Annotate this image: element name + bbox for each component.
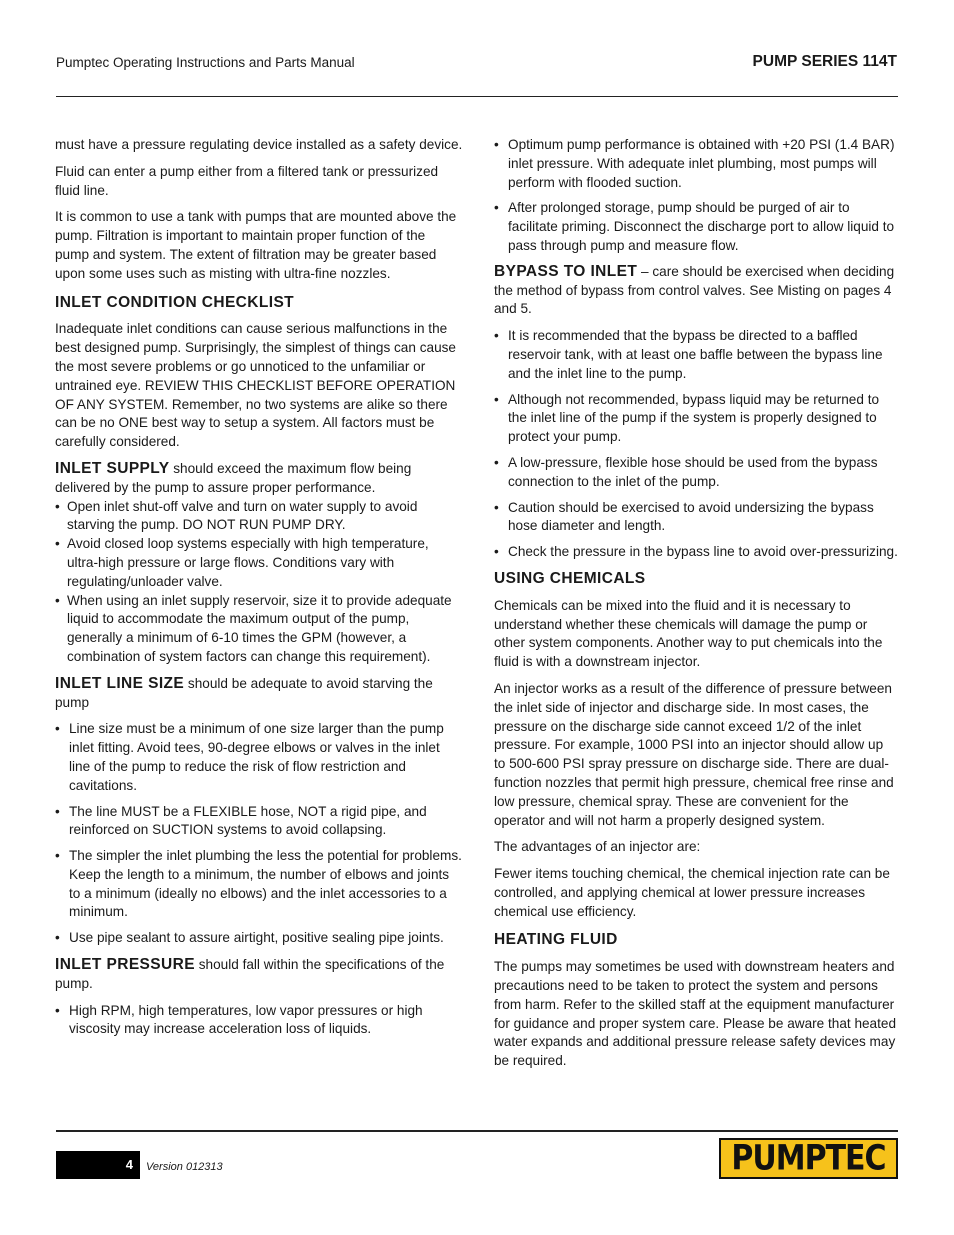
right-column xyxy=(494,136,898,1079)
inlet-supply-text: should exceed the maximum flow being delivered by the pump to assure proper performance. xyxy=(55,460,412,495)
list-item: • Although not recommended, bypass liquid may be returned to the inlet line of the pump if the system is properly designed to protect your pump. xyxy=(494,391,898,447)
list-item: • When using an inlet supply reservoir, size it to provide adequate liquid to accommodate the maximum output of the pump, generally a minimum of 6-10 times the GPM (however, a combination of system factors can change this requirement). xyxy=(55,592,463,667)
list-item: • Use pipe sealant to assure airtight, positive sealing pipe joints. xyxy=(55,929,463,948)
inlet-pressure-tips-list xyxy=(494,136,898,256)
heating-paragraph: The pumps may sometimes be used with downstream heaters and precautions need to be taken to protect the system and persons from harm. Refer to the skilled staff at the equipment manufacturer for guidance and proper system care. Please be aware that heated water expands and additional pressure release safety devices may be required. xyxy=(494,959,897,1069)
inlet-supply-intro xyxy=(55,460,463,498)
inlet-supply-list xyxy=(55,498,463,667)
chemicals-paragraph: The advantages of an injector are: xyxy=(494,839,701,855)
intro-paragraph: Fluid can enter a pump either from a filtered tank or pressurized fluid line. xyxy=(55,163,439,198)
bypass-list xyxy=(494,327,898,562)
list-item: • The simpler the inlet plumbing the less the potential for problems. Keep the length to a minimum, the number of elbows and joints to a minimum (ideally no elbows) and the inlet accessories to a minimum. xyxy=(55,847,463,922)
chemicals-paragraph: An injector works as a result of the difference of pressure between the inlet side of injector and discharge side. In most cases, the pressure on the discharge side cannot exceed 1/2 of the inlet pressure. For example, 1000 PSI into an injector should allow up to 500-600 PSI spray pressure on discharge side. There are dual-function nozzles that permit high pressure, chemical free rinse and low pressure, chemical spray. These are convenient for the operator and will not harm a properly designed system. xyxy=(494,680,894,828)
pumptec-logo xyxy=(719,1138,898,1179)
header-divider xyxy=(56,96,898,97)
list-item: • Open inlet shut-off valve and turn on water supply to avoid starving the pump. DO NOT RUN PUMP DRY. xyxy=(55,498,463,536)
page-number-box xyxy=(56,1151,140,1179)
section-heading-heating-fluid: HEATING FLUID xyxy=(494,931,618,949)
bypass-intro xyxy=(494,263,898,319)
list-item: • A low-pressure, flexible hose should be used from the bypass connection to the inlet of the pump. xyxy=(494,454,898,492)
inlet-supply-lead: INLET SUPPLY xyxy=(55,459,170,477)
bypass-lead: BYPASS TO INLET xyxy=(494,262,638,280)
header-title: Pumptec Operating Instructions and Parts Manual xyxy=(56,55,355,70)
intro-paragraph: must have a pressure regulating device installed as a safety device. xyxy=(55,137,463,152)
intro-paragraph: It is common to use a tank with pumps that are mounted above the pump. Filtration is important to maintain proper function of the pump and system. The extent of filtration may be greater based upon some uses such as misting with ultra-fine nozzles. xyxy=(55,209,457,281)
list-item: • Optimum pump performance is obtained with +20 PSI (1.4 BAR) inlet pressure. With adequate inlet plumbing, most pumps will perform with flooded suction. xyxy=(494,136,898,192)
page-number: 4 xyxy=(125,1157,133,1172)
inlet-pressure-section xyxy=(55,956,463,1039)
section-heading-using-chemicals: USING CHEMICALS xyxy=(494,569,646,587)
inlet-supply-section xyxy=(55,460,463,667)
bypass-text: – care should be exercised when deciding the method of bypass from control valves. See Misting on pages 4 and 5. xyxy=(494,263,895,317)
inlet-pressure-intro xyxy=(55,956,463,994)
section-heading-inlet-condition: INLET CONDITION CHECKLIST xyxy=(55,293,295,311)
inlet-line-size-list xyxy=(55,720,463,948)
logo-text: PUMPTEC xyxy=(731,1138,886,1179)
list-item: • Check the pressure in the bypass line to avoid over-pressurizing. xyxy=(494,543,898,562)
inlet-condition-paragraph: Inadequate inlet conditions can cause serious malfunctions in the best designed pump. Surprisingly, the simplest of things can cause the most severe problems or go unnoticed to the unfamiliar or untrained eye. REVIEW THIS CHECKLIST BEFORE OPERATION OF ANY SYSTEM. Remember, no two systems are alike so there can be no ONE best way to setup a system. All factors must be carefully considered. xyxy=(55,321,456,450)
inlet-pressure-text: should fall within the specifications of the pump. xyxy=(55,957,445,991)
list-item: • Avoid closed loop systems especially with high temperature, ultra-high pressure or large flows. Conditions vary with regulating/unloader valve. xyxy=(55,535,463,591)
list-item: • After prolonged storage, pump should be purged of air to facilitate priming. Disconnect the discharge port to allow liquid to pass through pump and measure flow. xyxy=(494,199,898,255)
inlet-pressure-list xyxy=(55,1002,463,1040)
chemicals-paragraph: Chemicals can be mixed into the fluid and it is necessary to understand whether these chemicals will damage the pump or other system components. Another way to put chemicals into the fluid is with a downstream injector. xyxy=(494,597,883,670)
inlet-line-size-intro xyxy=(55,675,463,713)
list-item: • High RPM, high temperatures, low vapor pressures or high viscosity may increase acceleration loss of liquids. xyxy=(55,1002,463,1040)
left-column xyxy=(55,136,463,1047)
inlet-line-size-lead: INLET LINE SIZE xyxy=(55,674,185,692)
list-item: • Caution should be exercised to avoid undersizing the bypass hose diameter and length. xyxy=(494,499,898,537)
footer-divider xyxy=(56,1130,898,1132)
version-label: Version 012313 xyxy=(146,1161,223,1173)
inlet-pressure-lead: INLET PRESSURE xyxy=(55,956,195,974)
bypass-section xyxy=(494,263,898,562)
list-item: • The line MUST be a FLEXIBLE hose, NOT a rigid pipe, and reinforced on SUCTION systems to avoid collapsing. xyxy=(55,803,463,841)
list-item: • It is recommended that the bypass be directed to a baffled reservoir tank, with at least one baffle between the bypass line and the inlet line to the pump. xyxy=(494,327,898,383)
chemicals-paragraph: Fewer items touching chemical, the chemical injection rate can be controlled, and applying chemical at lower pressure increases chemical use efficiency. xyxy=(494,866,890,919)
inlet-line-size-text: should be adequate to avoid starving the pump xyxy=(55,675,433,710)
list-item: • Line size must be a minimum of one size larger than the pump inlet fitting. Avoid tees, 90-degree elbows or valves in the inlet line of the pump to reduce the risk of flow restriction and cavitations. xyxy=(55,720,463,795)
header-series: PUMP SERIES 114T xyxy=(752,53,897,70)
inlet-line-size-section xyxy=(55,675,463,948)
